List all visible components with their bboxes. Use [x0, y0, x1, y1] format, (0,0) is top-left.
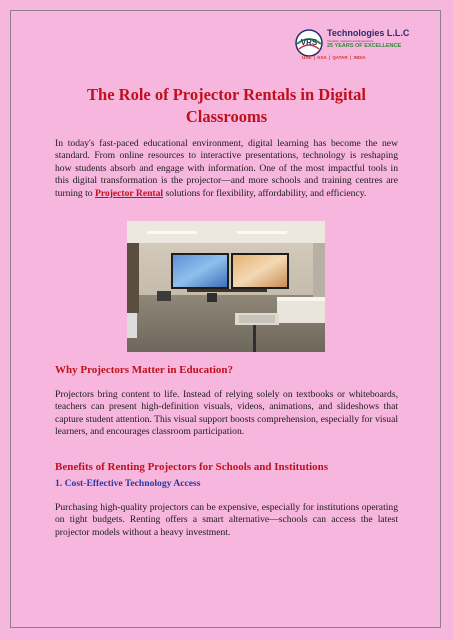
vrs-globe-icon [294, 28, 324, 58]
logo-mark-text: VRS [300, 38, 318, 47]
section-paragraph-why-projectors: Projectors bring content to life. Instead of relying solely on textbooks or whiteboards, teachers can present high-definition visuals, videos, animations, and slideshows that capture student attention. This visual support boosts comprehension, especially for visual learners, and encourages classroom participation. [55, 389, 398, 438]
intro-text-before: In today's fast-paced educational environment, digital learning has become the new standard. From online resources to interactive presentations, technology is reshaping how students absorb and engage with information. One of the most impactful tools in this digital transformation is the projector—and more schools and training centres are turning to [55, 138, 398, 199]
logo-years: 25 YEARS OF EXCELLENCE [327, 43, 402, 49]
logo-regions: UAE | KSA | QATAR | INDIA [302, 55, 366, 60]
page-title: The Role of Projector Rentals in Digital Classrooms [87, 85, 366, 126]
subheading-cost-effective: 1. Cost-Effective Technology Access [55, 478, 201, 489]
company-logo[interactable] [294, 26, 410, 66]
logo-tagline: Visualize, Network and Experience [327, 39, 374, 43]
logo-company-name: Technologies L.L.C [327, 28, 410, 38]
section-heading-benefits: Benefits of Renting Projectors for Schools and Institutions [55, 461, 329, 473]
intro-paragraph [55, 138, 398, 200]
section-heading-why-projectors: Why Projectors Matter in Education? [55, 364, 234, 376]
classroom-photo [127, 221, 325, 352]
projector-rental-link[interactable]: Projector Rental [94, 187, 164, 199]
intro-text-after: solutions for flexibility, affordability, and efficiency. [163, 187, 367, 199]
section-paragraph-cost-effective: Purchasing high-quality projectors can be expensive, especially for institutions operating on tight budgets. Renting offers a smart alternative—schools can access the latest projector models without a heavy investment. [55, 502, 398, 538]
